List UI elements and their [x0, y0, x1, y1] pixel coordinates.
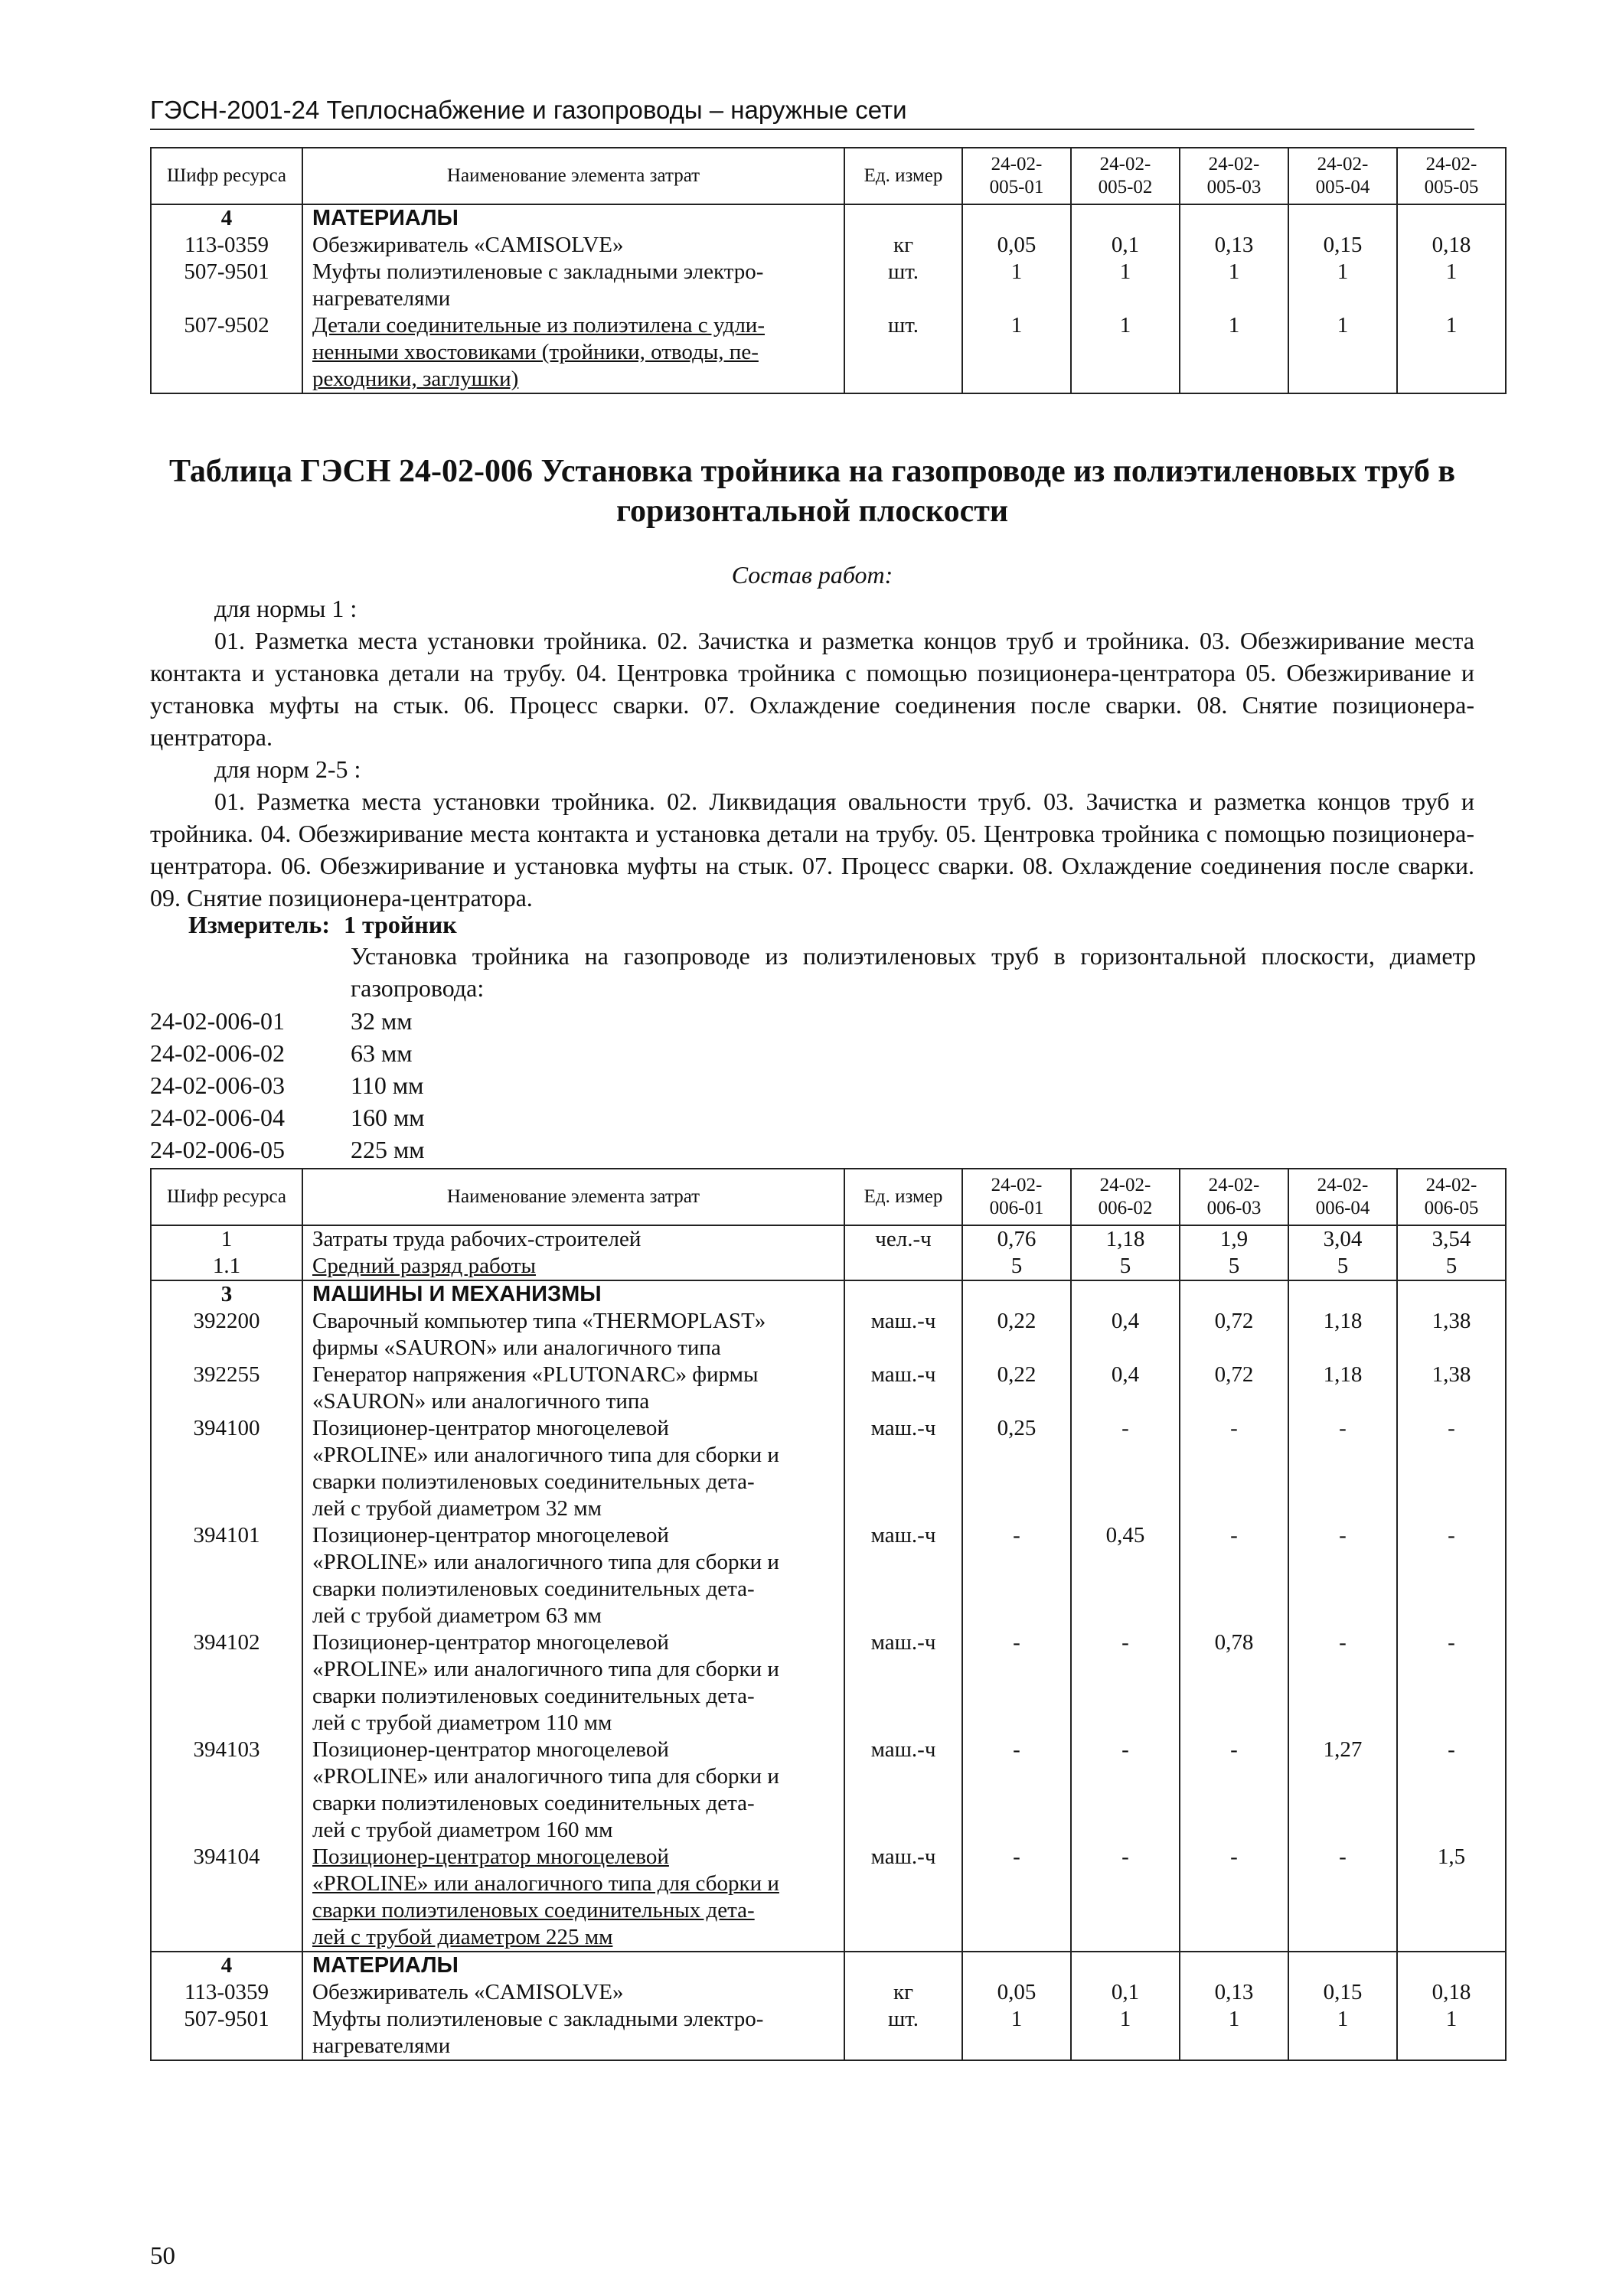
- norm-value: [1397, 1280, 1506, 1308]
- norm-code: 24-02-006-04: [150, 1104, 285, 1131]
- cost-element-name: Средний разряд работы: [302, 1253, 844, 1280]
- header-norm-col: 24-02- 005-01: [962, 148, 1071, 204]
- section-title: Таблица ГЭСН 24-02-006 Установка тройника на газопроводе из полиэтиленовых труб в горизонтальной плоскости: [168, 454, 1456, 529]
- header-cost-element: Наименование элемента затрат: [302, 148, 844, 204]
- table-row: [151, 1362, 1506, 1415]
- norm-value: 0,72: [1180, 1308, 1288, 1362]
- unit-cell: шт.: [844, 2006, 962, 2060]
- norm-value: 1: [1397, 2006, 1506, 2060]
- cost-element-name: Позиционер-центратор многоцелевой «PROLINE» или аналогичного типа для сборки и сварки полиэтиленовых соединительных дета- лей с трубой диаметром 160 мм: [302, 1737, 844, 1844]
- header-norm-col: 24-02- 006-02: [1071, 1169, 1180, 1225]
- norm-value: [962, 1952, 1071, 1979]
- norm-code: 24-02-006-05: [150, 1136, 285, 1163]
- cost-element-name: Позиционер-центратор многоцелевой «PROLINE» или аналогичного типа для сборки и сварки полиэтиленовых соединительных дета- лей с трубой диаметром 110 мм: [302, 1629, 844, 1737]
- table-row: [151, 1415, 1506, 1522]
- norm-value: 5: [1180, 1253, 1288, 1280]
- norm-value: -: [1071, 1844, 1180, 1952]
- resource-code: 394104: [151, 1844, 302, 1952]
- cost-element-name: Детали соединительные из полиэтилена с удли- ненными хвостовиками (тройники, отводы, пе- реходники, заглушки): [302, 312, 844, 393]
- table-row: [151, 1629, 1506, 1737]
- table-header-row: [151, 148, 1506, 204]
- norm-value: 0,18: [1397, 1979, 1506, 2006]
- norm-value: [962, 204, 1071, 232]
- norm-value: [1071, 1280, 1180, 1308]
- norm-value: -: [962, 1737, 1071, 1844]
- resource-code: 507-9501: [151, 2006, 302, 2060]
- norm-value: 5: [1071, 1253, 1180, 1280]
- list-item: [150, 1069, 425, 1101]
- table-row: [151, 1308, 1506, 1362]
- list-item: [150, 1005, 425, 1037]
- norm-value: [1180, 1280, 1288, 1308]
- resource-code: 1: [151, 1225, 302, 1253]
- norm-value: -: [1180, 1737, 1288, 1844]
- norm-table-006: [150, 1168, 1507, 2061]
- unit-cell: маш.-ч: [844, 1415, 962, 1522]
- table-row: [151, 259, 1506, 312]
- norm-value: 1: [962, 259, 1071, 312]
- header-cost-element: Наименование элемента затрат: [302, 1169, 844, 1225]
- unit-cell: [844, 1253, 962, 1280]
- table-row: [151, 1844, 1506, 1952]
- norm-value: -: [1288, 1415, 1397, 1522]
- norm-codes-list: [150, 1005, 425, 1166]
- norm-value: 0,22: [962, 1362, 1071, 1415]
- norm-value: [1288, 1952, 1397, 1979]
- resource-code: 113-0359: [151, 232, 302, 259]
- norm-value: 3,54: [1397, 1225, 1506, 1253]
- table-row: [151, 1253, 1506, 1280]
- cost-element-name: Сварочный компьютер типа «THERMOPLAST» фирмы «SAURON» или аналогичного типа: [302, 1308, 844, 1362]
- norm-value: 5: [1288, 1253, 1397, 1280]
- header-norm-col: 24-02- 005-02: [1071, 148, 1180, 204]
- norm-value: 0,18: [1397, 232, 1506, 259]
- norm-value: -: [962, 1629, 1071, 1737]
- norm-value: 1: [1397, 312, 1506, 393]
- norm-value: 0,4: [1071, 1362, 1180, 1415]
- norm-diameter: 63 мм: [351, 1039, 413, 1067]
- unit-cell: маш.-ч: [844, 1362, 962, 1415]
- norm-value: 0,15: [1288, 1979, 1397, 2006]
- header-norm-col: 24-02- 005-03: [1180, 148, 1288, 204]
- norm-value: 1: [1397, 259, 1506, 312]
- resource-code: 394101: [151, 1522, 302, 1629]
- norm-value: 1: [1288, 312, 1397, 393]
- unit-cell: маш.-ч: [844, 1844, 962, 1952]
- norm-value: 5: [1397, 1253, 1506, 1280]
- table-row: [151, 1737, 1506, 1844]
- norm-value: 0,1: [1071, 232, 1180, 259]
- table-row: [151, 1979, 1506, 2006]
- norm-value: 0,05: [962, 1979, 1071, 2006]
- resource-code: 392200: [151, 1308, 302, 1362]
- norm-value: -: [1288, 1844, 1397, 1952]
- cost-element-name: МАТЕРИАЛЫ: [302, 204, 844, 232]
- resource-code: 394100: [151, 1415, 302, 1522]
- norm-value: -: [1071, 1415, 1180, 1522]
- list-item: [150, 1133, 425, 1166]
- page-number: 50: [150, 2242, 175, 2270]
- table-row: [151, 232, 1506, 259]
- unit-cell: [844, 1952, 962, 1979]
- table-row: [151, 1522, 1506, 1629]
- header-resource-code: Шифр ресурса: [151, 1169, 302, 1225]
- header-unit: Ед. измер: [844, 148, 962, 204]
- page-header: ГЭСН-2001-24 Теплоснабжение и газопроводы – наружные сети: [150, 95, 1474, 130]
- unit-cell: [844, 204, 962, 232]
- header-norm-col: 24-02- 006-03: [1180, 1169, 1288, 1225]
- resource-code: 394102: [151, 1629, 302, 1737]
- norm-description: Установка тройника на газопроводе из полиэтиленовых труб в горизонтальной плоскости, диаметр газопровода:: [351, 942, 1476, 1002]
- list-item: [150, 1037, 425, 1069]
- norm-diameter: 225 мм: [351, 1136, 425, 1163]
- norm-code: 24-02-006-03: [150, 1071, 285, 1099]
- norm-value: 1: [962, 2006, 1071, 2060]
- norm-value: 0,78: [1180, 1629, 1288, 1737]
- norm-value: 1,18: [1288, 1308, 1397, 1362]
- measure-line: [188, 911, 457, 939]
- norm-value: 1: [1071, 259, 1180, 312]
- cost-element-name: Позиционер-центратор многоцелевой «PROLINE» или аналогичного типа для сборки и сварки полиэтиленовых соединительных дета- лей с трубой диаметром 225 мм: [302, 1844, 844, 1952]
- measure-value: 1 тройник: [343, 911, 457, 938]
- table-row: [151, 1280, 1506, 1308]
- norm-value: -: [1288, 1629, 1397, 1737]
- norm-value: -: [962, 1522, 1071, 1629]
- norm-value: 1,18: [1288, 1362, 1397, 1415]
- header-norm-col: 24-02- 005-05: [1397, 148, 1506, 204]
- norm-value: [1288, 1280, 1397, 1308]
- norm-value: 0,13: [1180, 232, 1288, 259]
- norm2-label: для норм 2-5 :: [214, 755, 361, 783]
- norm-value: [1180, 204, 1288, 232]
- resource-code: 392255: [151, 1362, 302, 1415]
- unit-cell: маш.-ч: [844, 1308, 962, 1362]
- norm-value: 0,13: [1180, 1979, 1288, 2006]
- resource-code: 507-9501: [151, 259, 302, 312]
- resource-code: 394103: [151, 1737, 302, 1844]
- norm1-label: для нормы 1 :: [214, 595, 357, 622]
- cost-element-name: Позиционер-центратор многоцелевой «PROLINE» или аналогичного типа для сборки и сварки полиэтиленовых соединительных дета- лей с трубой диаметром 63 мм: [302, 1522, 844, 1629]
- norm-value: 0,72: [1180, 1362, 1288, 1415]
- header-norm-col: 24-02- 005-04: [1288, 148, 1397, 204]
- norm-value: -: [1397, 1522, 1506, 1629]
- norm-value: -: [1288, 1522, 1397, 1629]
- resource-code: 3: [151, 1280, 302, 1308]
- norm-value: [1071, 1952, 1180, 1979]
- norm-value: 1: [1071, 312, 1180, 393]
- unit-cell: маш.-ч: [844, 1737, 962, 1844]
- norm-table-005: [150, 147, 1507, 394]
- unit-cell: маш.-ч: [844, 1522, 962, 1629]
- norm-value: 1,38: [1397, 1362, 1506, 1415]
- resource-code: 4: [151, 204, 302, 232]
- norm-value: 1: [1288, 2006, 1397, 2060]
- header-norm-col: 24-02- 006-01: [962, 1169, 1071, 1225]
- resource-code: 1.1: [151, 1253, 302, 1280]
- table-row: [151, 1225, 1506, 1253]
- norm-value: -: [1397, 1629, 1506, 1737]
- table-row: [151, 312, 1506, 393]
- norm-value: 1,38: [1397, 1308, 1506, 1362]
- norm-value: 3,04: [1288, 1225, 1397, 1253]
- norm-value: [1397, 1952, 1506, 1979]
- work-composition: [150, 592, 1474, 914]
- norm-diameter: 32 мм: [351, 1007, 413, 1035]
- unit-cell: шт.: [844, 259, 962, 312]
- table-header-row: [151, 1169, 1506, 1225]
- table-row: [151, 204, 1506, 232]
- norm-value: 1,27: [1288, 1737, 1397, 1844]
- cost-element-name: Муфты полиэтиленовые с закладными электро- нагревателями: [302, 259, 844, 312]
- norm-value: 1: [1288, 259, 1397, 312]
- norm-value: 0,22: [962, 1308, 1071, 1362]
- norm-value: [1288, 204, 1397, 232]
- cost-element-name: Обезжириватель «CAMISOLVE»: [302, 232, 844, 259]
- norm-value: -: [1180, 1522, 1288, 1629]
- cost-element-name: МАТЕРИАЛЫ: [302, 1952, 844, 1979]
- norm-value: 0,4: [1071, 1308, 1180, 1362]
- unit-cell: чел.-ч: [844, 1225, 962, 1253]
- norm-value: 1: [1180, 312, 1288, 393]
- norm2-text: 01. Разметка места установки тройника. 02. Ликвидация овальности труб. 03. Зачистка и разметка концов труб и тройника. 04. Обезжиривание места контакта и установка детали на трубу. 05. Центровка тройника с помощью позиционера-центратора. 06. Обезжиривание и установка муфты на стык. 07. Процесс сварки. 08. Охлаждение соединения после сварки. 09. Снятие позиционера-центратора.: [150, 788, 1474, 912]
- norm-value: -: [1180, 1844, 1288, 1952]
- resource-code: 113-0359: [151, 1979, 302, 2006]
- resource-code: 4: [151, 1952, 302, 1979]
- norm-value: -: [1397, 1415, 1506, 1522]
- norm-diameter: 110 мм: [351, 1071, 424, 1099]
- norm-value: 1: [1180, 2006, 1288, 2060]
- norm-value: 0,15: [1288, 232, 1397, 259]
- table-row: [151, 1952, 1506, 1979]
- norm-value: -: [1071, 1737, 1180, 1844]
- cost-element-name: МАШИНЫ И МЕХАНИЗМЫ: [302, 1280, 844, 1308]
- cost-element-name: Муфты полиэтиленовые с закладными электро- нагревателями: [302, 2006, 844, 2060]
- unit-cell: [844, 1280, 962, 1308]
- resource-code: 507-9502: [151, 312, 302, 393]
- list-item: [150, 1101, 425, 1133]
- norm-value: 1,18: [1071, 1225, 1180, 1253]
- norm-value: -: [1071, 1629, 1180, 1737]
- unit-cell: кг: [844, 1979, 962, 2006]
- norm-value: -: [1397, 1737, 1506, 1844]
- norm-code: 24-02-006-01: [150, 1007, 285, 1035]
- norm-value: [962, 1280, 1071, 1308]
- norm-value: 1,9: [1180, 1225, 1288, 1253]
- norm-value: [1071, 204, 1180, 232]
- unit-cell: шт.: [844, 312, 962, 393]
- header-norm-col: 24-02- 006-04: [1288, 1169, 1397, 1225]
- cost-element-name: Генератор напряжения «PLUTONARC» фирмы «SAURON» или аналогичного типа: [302, 1362, 844, 1415]
- norm1-text: 01. Разметка места установки тройника. 02. Зачистка и разметка концов труб и тройника. 03. Обезжиривание места контакта и установка детали на трубу. 04. Центровка тройника с помощью позиционера-центратора 05. Обезжиривание и установка муфты на стык. 06. Процесс сварки. 07. Охлаждение соединения после сварки. 08. Снятие позиционера-центратора.: [150, 627, 1474, 751]
- header-norm-col: 24-02- 006-05: [1397, 1169, 1506, 1225]
- norm-value: 0,1: [1071, 1979, 1180, 2006]
- cost-element-name: Обезжириватель «CAMISOLVE»: [302, 1979, 844, 2006]
- norm-value: 1,5: [1397, 1844, 1506, 1952]
- unit-cell: маш.-ч: [844, 1629, 962, 1737]
- norm-value: -: [962, 1844, 1071, 1952]
- norm-value: -: [1180, 1415, 1288, 1522]
- norm-value: 5: [962, 1253, 1071, 1280]
- norm-value: 1: [1071, 2006, 1180, 2060]
- header-unit: Ед. измер: [844, 1169, 962, 1225]
- norm-value: 0,05: [962, 232, 1071, 259]
- cost-element-name: Затраты труда рабочих-строителей: [302, 1225, 844, 1253]
- cost-element-name: Позиционер-центратор многоцелевой «PROLINE» или аналогичного типа для сборки и сварки полиэтиленовых соединительных дета- лей с трубой диаметром 32 мм: [302, 1415, 844, 1522]
- unit-cell: кг: [844, 232, 962, 259]
- norm-value: 0,25: [962, 1415, 1071, 1522]
- norm-value: 0,76: [962, 1225, 1071, 1253]
- table-row: [151, 2006, 1506, 2060]
- norm-value: 1: [1180, 259, 1288, 312]
- norm-diameter: 160 мм: [351, 1104, 425, 1131]
- norm-code: 24-02-006-02: [150, 1039, 285, 1067]
- norm-value: 1: [962, 312, 1071, 393]
- norm-value: [1180, 1952, 1288, 1979]
- composition-title: Состав работ:: [731, 561, 893, 589]
- norm-value: [1397, 204, 1506, 232]
- header-resource-code: Шифр ресурса: [151, 148, 302, 204]
- measure-label: Измеритель:: [188, 911, 330, 938]
- norm-value: 0,45: [1071, 1522, 1180, 1629]
